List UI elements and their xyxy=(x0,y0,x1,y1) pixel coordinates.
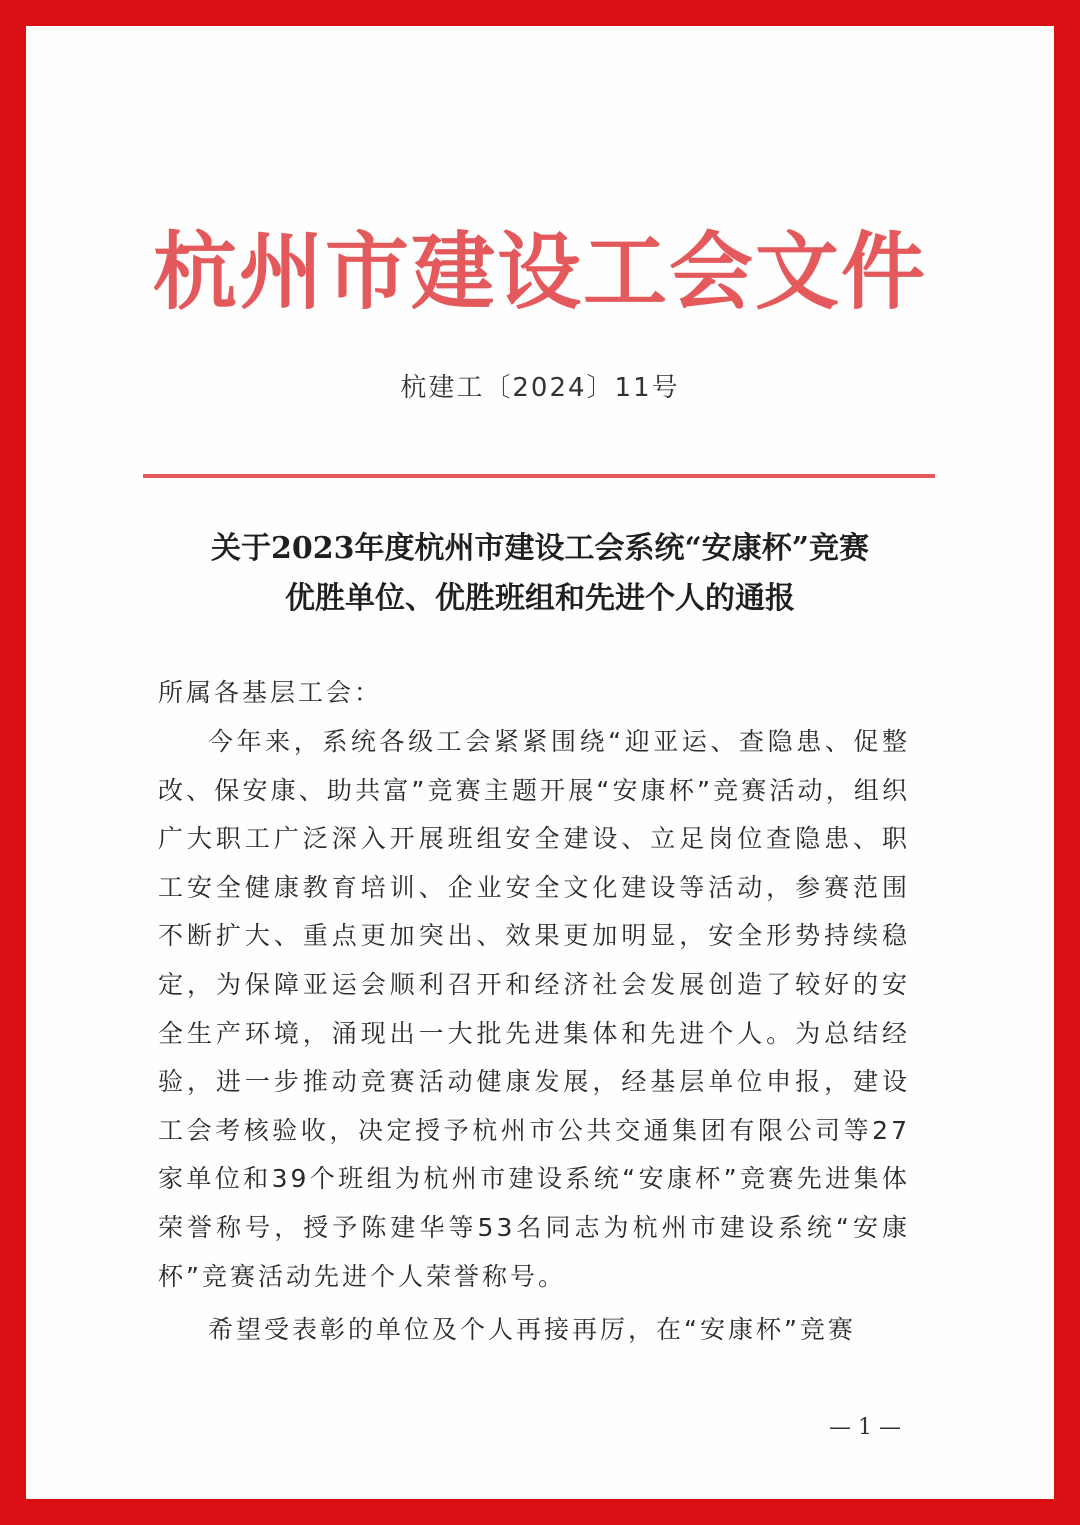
body-paragraph-1: 今年来，系统各级工会紧紧围绕“迎亚运、查隐患、促整改、保安康、助共富”竞赛主题开展“安康杯”竞赛活动，组织广大职工广泛深入开展班组安全建设、立足岗位查隐患、职工安全健康教育培训、企业安全文化建设等活动，参赛范围不断扩大、重点更加突出、效果更加明显，安全形势持续稳定，为保障亚运会顺利召开和经济社会发展创造了较好的安全生产环境，涌现出一大批先进集体和先进个人。为总结经验，进一步推动竞赛活动健康发展，经基层单位申报，建设工会考核验收，决定授予杭州市公共交通集团有限公司等27家单位和39个班组为杭州市建设系统“安康杯”竞赛先进集体荣誉称号，授予陈建华等53名同志为杭州市建设系统“安康杯”竞赛活动先进个人荣誉称号。 xyxy=(158,727,910,1291)
document-number: 杭建工〔2024〕11号 xyxy=(400,373,680,403)
body-paragraph-2: 希望受表彰的单位及个人再接再厉，在“安康杯”竞赛 xyxy=(208,1315,856,1344)
document-masthead: 杭州市建设工会文件 xyxy=(152,222,927,321)
notice-title-line-2: 优胜单位、优胜班组和先进个人的通报 xyxy=(285,581,795,616)
notice-title-line-1: 关于2023年度杭州市建设工会系统“安康杯”竞赛 xyxy=(210,531,869,566)
page-number: — 1 — xyxy=(829,1415,901,1440)
red-divider-line xyxy=(143,474,935,478)
salutation: 所属各基层工会： xyxy=(158,678,383,707)
